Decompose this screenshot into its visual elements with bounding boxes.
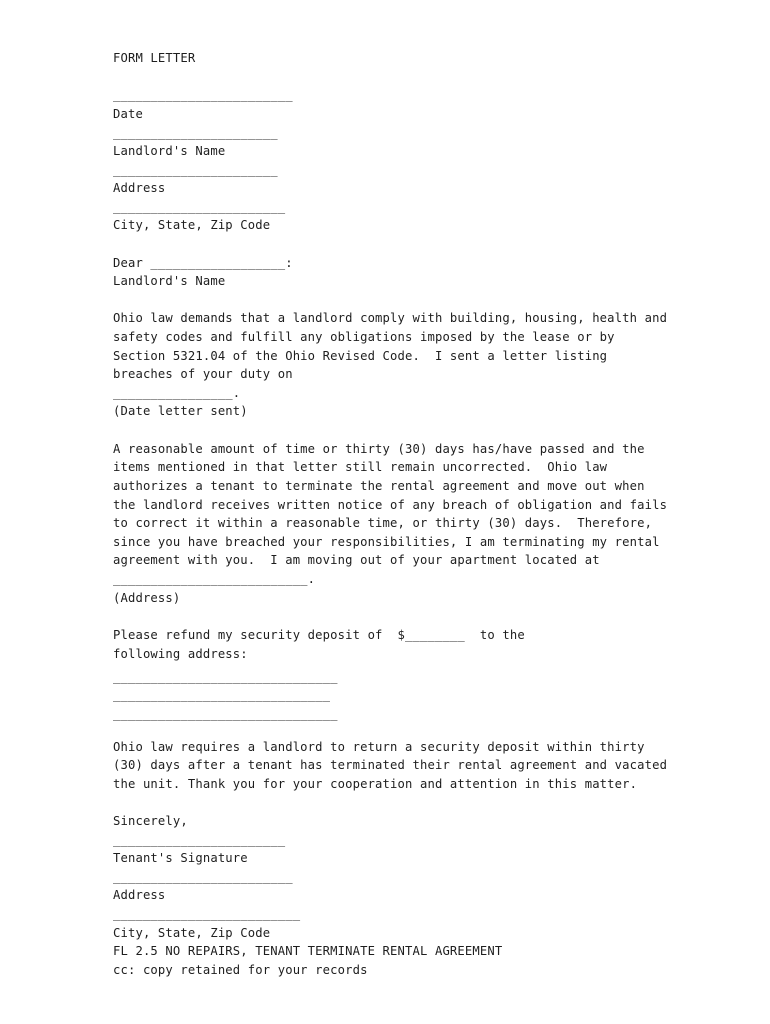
refund-address-blank-line-3: ______________________________ <box>113 707 338 721</box>
salutation: Dear __________________: <box>113 256 293 270</box>
signature-blank-line: _______________________ <box>113 833 286 847</box>
landlord-name-label: Landlord's Name <box>113 144 226 158</box>
paragraph-2-line-5: to correct it within a reasonable time, or thirty (30) days. Therefore, <box>113 516 653 530</box>
paragraph-2-line-2: items mentioned in that letter still remain uncorrected. Ohio law <box>113 460 608 474</box>
city-state-zip-blank-line: _______________________ <box>113 200 286 214</box>
paragraph-2-line-7: agreement with you. I am moving out of your apartment located at <box>113 553 600 567</box>
form-code-line: FL 2.5 NO REPAIRS, TENANT TERMINATE RENTAL AGREEMENT <box>113 944 503 958</box>
paragraph-2-line-6: since you have breached your responsibilities, I am terminating my rental <box>113 535 660 549</box>
apartment-address-label: (Address) <box>113 591 181 605</box>
paragraph-1-line-4: breaches of your duty on <box>113 367 293 381</box>
salutation-landlord-label: Landlord's Name <box>113 274 226 288</box>
date-blank-line: ________________________ <box>113 88 293 102</box>
date-sent-blank-line: ________________. <box>113 386 241 400</box>
apartment-address-blank-line: __________________________. <box>113 572 316 586</box>
tenant-city-state-zip-label: City, State, Zip Code <box>113 926 271 940</box>
paragraph-2-line-1: A reasonable amount of time or thirty (30) days has/have passed and the <box>113 442 645 456</box>
refund-address-blank-line-1: ______________________________ <box>113 670 338 684</box>
address-blank-line: ______________________ <box>113 163 278 177</box>
closing: Sincerely, <box>113 814 188 828</box>
signature-label: Tenant's Signature <box>113 851 248 865</box>
tenant-city-state-zip-blank-line: _________________________ <box>113 907 301 921</box>
landlord-name-blank-line: ______________________ <box>113 126 278 140</box>
date-label: Date <box>113 107 143 121</box>
tenant-address-label: Address <box>113 888 166 902</box>
refund-request-line-2: following address: <box>113 647 248 661</box>
form-letter-heading: FORM LETTER <box>113 51 196 65</box>
cc-note: cc: copy retained for your records <box>113 963 368 977</box>
refund-request-line: Please refund my security deposit of $________ to the <box>113 628 525 642</box>
paragraph-3-line-3: the unit. Thank you for your cooperation and attention in this matter. <box>113 777 638 791</box>
tenant-address-blank-line: ________________________ <box>113 870 293 884</box>
refund-address-blank-line-2: _____________________________ <box>113 688 331 702</box>
paragraph-3-line-2: (30) days after a tenant has terminated their rental agreement and vacated <box>113 758 668 772</box>
paragraph-1-line-3: Section 5321.04 of the Ohio Revised Code. I sent a letter listing <box>113 349 608 363</box>
paragraph-2-line-3: authorizes a tenant to terminate the rental agreement and move out when <box>113 479 645 493</box>
paragraph-1-line-2: safety codes and fulfill any obligations imposed by the lease or by <box>113 330 615 344</box>
city-state-zip-label: City, State, Zip Code <box>113 218 271 232</box>
date-sent-label: (Date letter sent) <box>113 404 248 418</box>
address-label: Address <box>113 181 166 195</box>
paragraph-3-line-1: Ohio law requires a landlord to return a security deposit within thirty <box>113 740 645 754</box>
paragraph-1-line-1: Ohio law demands that a landlord comply with building, housing, health and <box>113 311 668 325</box>
paragraph-2-line-4: the landlord receives written notice of any breach of obligation and fails <box>113 498 668 512</box>
